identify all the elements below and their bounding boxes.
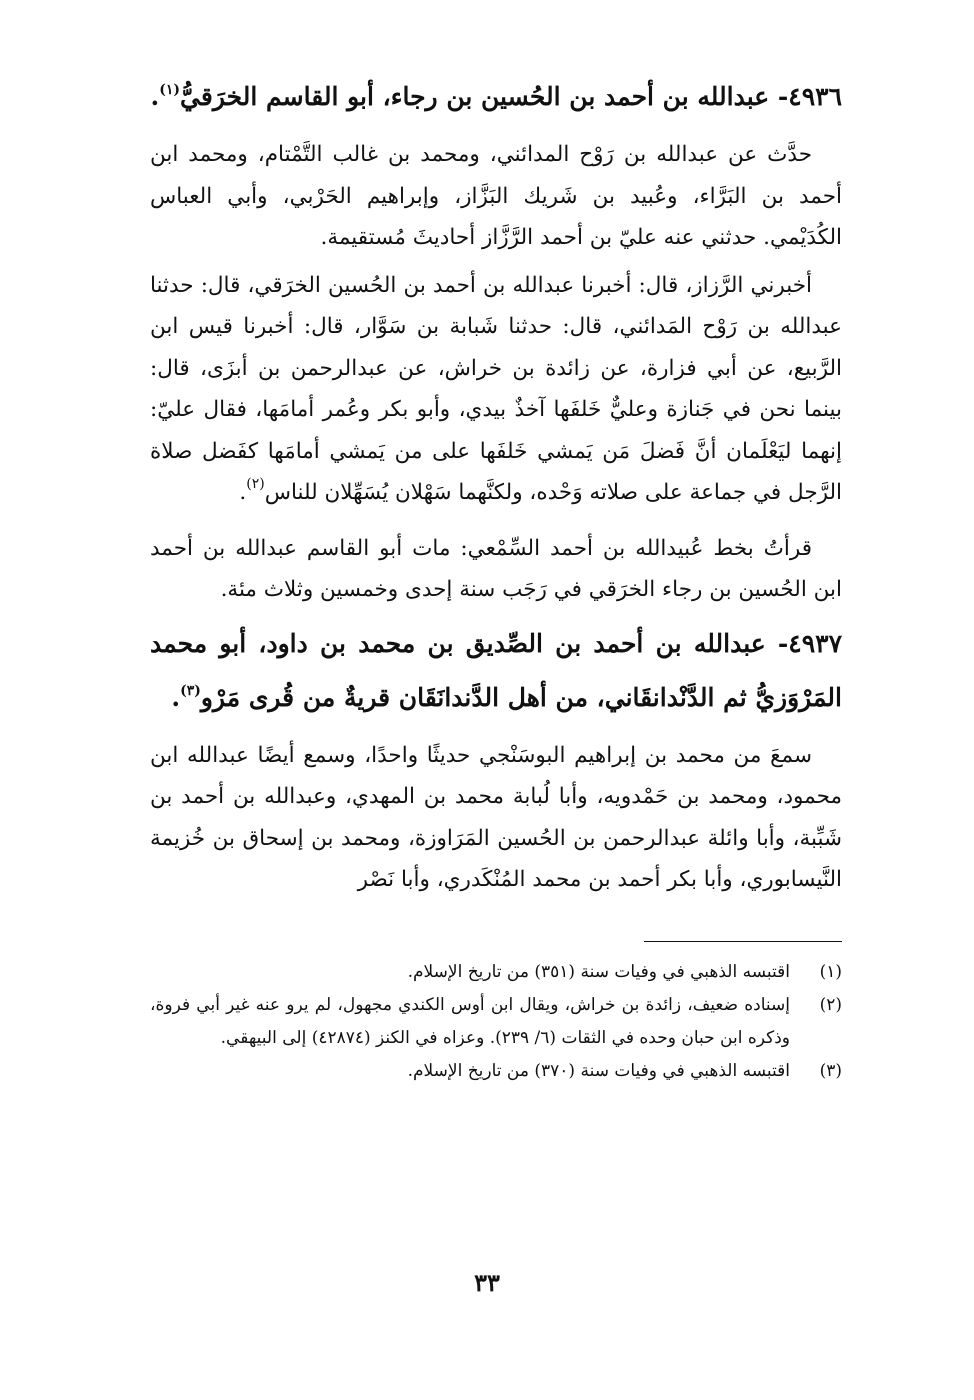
paragraph [150, 265, 842, 514]
entry-heading-text: ٤٩٣٧- عبدالله بن أحمد بن الصِّديق بن محمد بن داود، أبو محمد المَرْوَزيُّ ثم الدَّنْدانقَاني، من أهل الدَّندانَقَان قريةٌ من قُرى مَرْو [150, 628, 842, 712]
footnote-number: (٣) [819, 1060, 842, 1081]
entry-heading-tail: . [171, 682, 181, 712]
footnote [150, 956, 842, 989]
entry-heading [150, 70, 842, 124]
paragraph: حدَّث عن عبدالله بن رَوْح المدائني، ومحمد بن غالب التَّمْتام، ومحمد ابن أحمد بن البَرَّاء، وعُبيد بن شَريك البَزَّاز، وإبراهيم الحَرْبي، وأبي العباس الكُدَيْمي. حدثني عنه عليّ بن أحمد الرَّزَّاز أحاديثَ مُستقيمة. [150, 142, 842, 250]
footnote-text: إسناده ضعيف، زائدة بن خراش، ويقال ابن أوس الكندي مجهول، لم يرو عنه غير أبي فروة، وذكره ابن حبان وحده في الثقات (٦/ ٢٣٩). وعزاه في الكنز (٤٢٨٧٤) إلى البيهقي. [150, 994, 790, 1048]
paragraph-text: أخبرني الرَّزاز، قال: أخبرنا عبدالله بن أحمد بن الحُسين الخرَقي، قال: حدثنا عبدالله بن رَوْح المَدائني، قال: حدثنا شَبابة بن سَوَّار، قال: أخبرنا قيس ابن الرَّبيع، عن أبي فزارة، عن زائدة بن خراش، عن عبدالرحمن بن أبزَى، قال: بينما نحن في جَنازة وعليٌّ خَلفَها آخذٌ بيدي، وأبو بكر وعُمر أمامَها، فقال عليّ: إنهما ليَعْلَمان أنَّ فَضلَ مَن يَمشي خَلفَها على من يَمشي أمامَها كفَضل صلاة الرَّجل في جماعة على صلاته وَحْده، ولكنَّهما سَهْلان يُسَهِّلان للناس [150, 272, 842, 505]
paragraph: سمعَ من محمد بن إبراهيم البوسَنْجي حديثًا واحدًا، وسمع أيضًا عبدالله ابن محمود، ومحمد بن حَمْدويه، وأبا لُبابة محمد بن المهدي، وعبدالله بن أحمد بن شَبِّبة، وأبا وائلة عبدالرحمن بن الحُسين المَرَاوزة، ومحمد بن إسحاق بن خُزيمة النَّيسابوري، وأبا بكر أحمد بن محمد المُنْكَدري، وأبا نَصْر [150, 742, 842, 892]
footnote-divider [644, 941, 842, 942]
footnote-number: (١) [819, 961, 842, 982]
paragraph: قرأتُ بخط عُبيدالله بن أحمد السِّمْعي: مات أبو القاسم عبدالله بن أحمد ابن الحُسين بن رجاء الخرَقي في رَجَب سنة إحدى وخمسين وثلاث مئة. [150, 535, 842, 602]
footnote-text: اقتبسه الذهبي في وفيات سنة (٣٥١) من تاريخ الإسلام. [407, 961, 790, 982]
footnote-ref: (١) [159, 81, 181, 98]
footnote-text: اقتبسه الذهبي في وفيات سنة (٣٧٠) من تاريخ الإسلام. [407, 1060, 790, 1081]
footnotes [150, 956, 842, 1088]
footnote-ref: (٣) [180, 682, 201, 699]
paragraph-tail: . [239, 480, 247, 505]
footnote-ref: (٢) [246, 475, 265, 492]
footnote [150, 1055, 842, 1088]
entry-heading-text: ٤٩٣٦- عبدالله بن أحمد بن الحُسين بن رجاء، أبو القاسم الخرَقيُّ [180, 82, 842, 111]
footnote [150, 989, 842, 1055]
entry-heading [150, 617, 842, 725]
entry-heading-tail: . [150, 82, 160, 111]
footnote-number: (٢) [819, 994, 842, 1015]
page-number: ٣٣ [474, 1268, 500, 1297]
